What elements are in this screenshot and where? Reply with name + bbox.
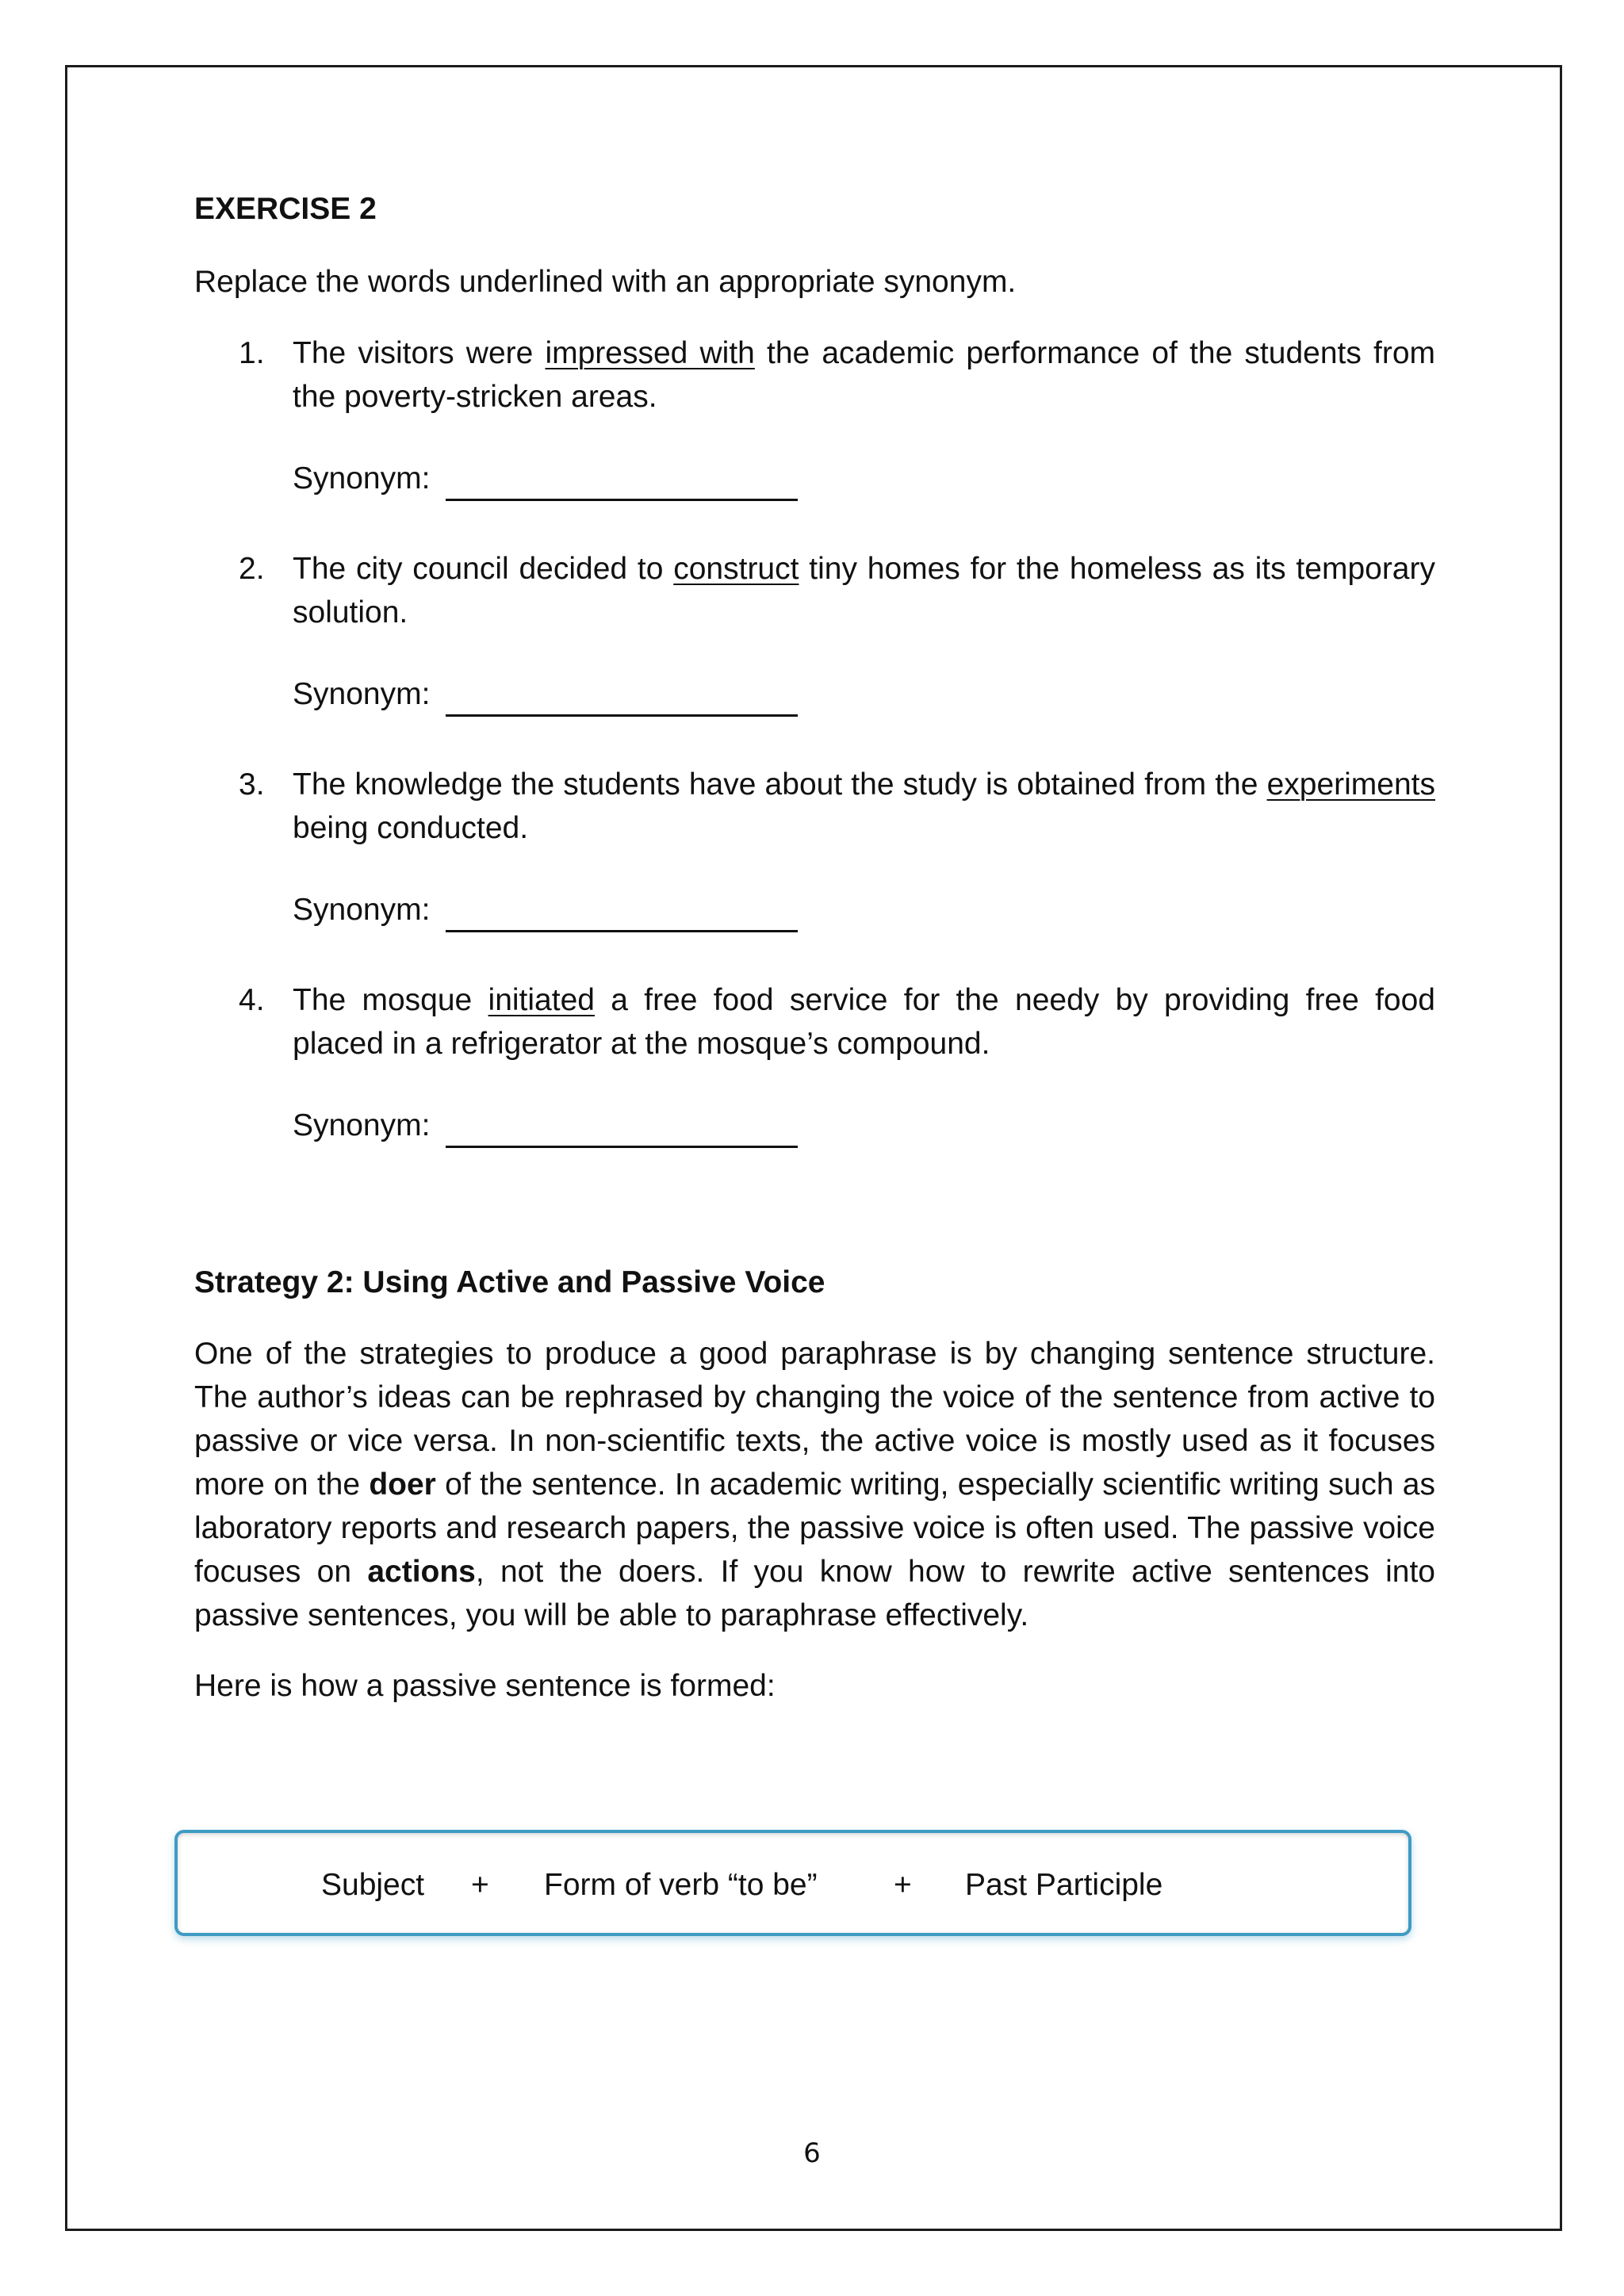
bold-term-doer: doer <box>369 1468 436 1502</box>
formula-plus: + <box>471 1868 489 1902</box>
exercise-item-4 <box>194 978 1435 1148</box>
sentence-text: the academic performance of the students from the poverty-stricken areas. <box>293 336 1435 414</box>
bold-term-actions: actions <box>367 1555 476 1589</box>
underlined-word: construct <box>673 552 799 586</box>
sentence-text: The knowledge the students have about the study is obtained from the <box>293 767 1267 802</box>
strategy-paragraph <box>194 1332 1435 1637</box>
sentence-text: being conducted. <box>293 811 529 845</box>
page-number: 6 <box>803 2137 821 2169</box>
sentence-text: tiny homes for the homeless as its temporary solution. <box>293 552 1435 629</box>
exercise-list <box>194 331 1435 1148</box>
synonym-label: Synonym: <box>293 1108 431 1142</box>
underlined-word: impressed with <box>545 336 755 370</box>
paragraph-text: , not the doers. If you know how to rewrite active sentences into passive sentences, you will be able to paraphrase effectively. <box>194 1555 1435 1632</box>
exercise-item-1 <box>194 331 1435 501</box>
paragraph-text: of the sentence. In academic writing, especially scientific writing such as laboratory reports and research papers, the passive voice is often used. The passive voice focuses on <box>194 1468 1435 1589</box>
sentence-text: a free food service for the needy by providing free food placed in a refrigerator at the mosque’s compound. <box>293 983 1435 1061</box>
exercise-item-3 <box>194 763 1435 932</box>
synonym-blank[interactable] <box>446 898 798 932</box>
synonym-blank[interactable] <box>446 1114 798 1148</box>
item-number: 4. <box>239 983 265 1017</box>
paragraph-text: One of the strategies to produce a good paraphrase is by changing sentence structure. The author’s ideas can be rephrased by changing the voice of the sentence from active to passive or vice versa. In non-scientific texts, the active voice is mostly used as it focuses more on the <box>194 1337 1435 1502</box>
formula-verb: Form of verb “to be” <box>544 1868 818 1902</box>
item-sentence <box>293 547 1435 634</box>
exercise-instruction: Replace the words underlined with an appropriate synonym. <box>194 265 1017 299</box>
exercise-item-2 <box>194 547 1435 717</box>
formula-participle: Past Participle <box>965 1868 1163 1902</box>
synonym-row <box>293 672 1435 717</box>
sentence-text: The city council decided to <box>293 552 674 586</box>
item-sentence <box>293 978 1435 1066</box>
synonym-label: Synonym: <box>293 893 431 927</box>
synonym-blank[interactable] <box>446 467 798 501</box>
strategy-heading: Strategy 2: Using Active and Passive Voice <box>194 1265 825 1299</box>
item-sentence <box>293 763 1435 850</box>
formula-subject: Subject <box>321 1868 425 1902</box>
formula-plus: + <box>894 1868 912 1902</box>
underlined-word: initiated <box>488 983 595 1017</box>
synonym-row <box>293 1104 1435 1148</box>
exercise-heading: EXERCISE 2 <box>194 192 377 226</box>
synonym-row <box>293 457 1435 501</box>
underlined-word: experiments <box>1266 767 1435 802</box>
synonym-label: Synonym: <box>293 461 431 496</box>
item-number: 1. <box>239 336 265 370</box>
formula-lead: Here is how a passive sentence is formed: <box>194 1669 776 1703</box>
synonym-label: Synonym: <box>293 677 431 711</box>
item-number: 3. <box>239 767 265 802</box>
synonym-row <box>293 888 1435 932</box>
sentence-text: The mosque <box>293 983 488 1017</box>
item-number: 2. <box>239 552 265 586</box>
page-content <box>194 187 1435 1709</box>
item-sentence <box>293 331 1435 419</box>
sentence-text: The visitors were <box>293 336 546 370</box>
passive-formula-box <box>174 1830 1411 1936</box>
synonym-blank[interactable] <box>446 683 798 717</box>
